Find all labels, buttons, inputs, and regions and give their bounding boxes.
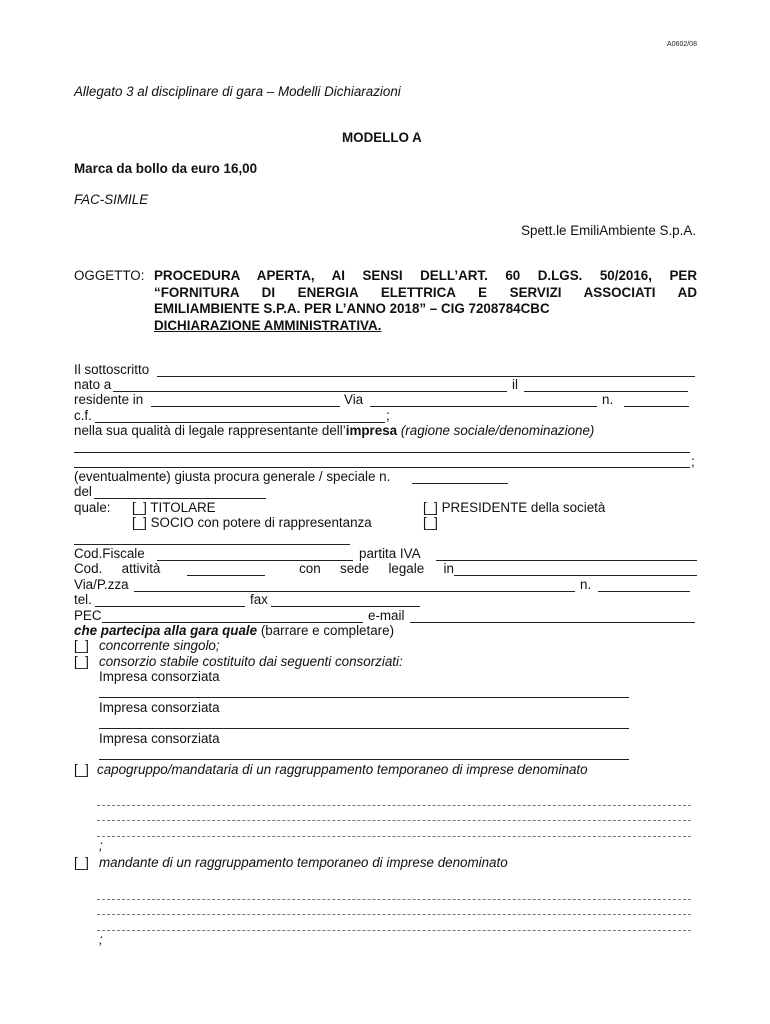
- mandante-field-3[interactable]: [97, 930, 691, 931]
- checkbox-singolo[interactable]: [_]: [74, 638, 89, 653]
- partecipa-rest: (barrare e completare): [257, 623, 395, 638]
- marca-da-bollo: Marca da bollo da euro 16,00: [74, 161, 258, 176]
- quale-other-field[interactable]: [74, 544, 350, 545]
- residente-field[interactable]: [151, 406, 340, 407]
- fax-field[interactable]: [271, 606, 420, 607]
- sottoscritto-field[interactable]: [157, 376, 695, 377]
- ragione-sociale-field-2[interactable]: [74, 467, 690, 468]
- attivita-word: attività: [121, 561, 161, 576]
- partecipa-bold: che partecipa alla gara quale: [74, 623, 258, 638]
- capogruppo-end: ;: [99, 838, 103, 853]
- attivita-spacer: [200, 561, 280, 576]
- del-label: del: [74, 484, 92, 499]
- document-code: A0602/08: [667, 41, 697, 48]
- via-label: Via: [344, 392, 364, 407]
- mandante-field-2[interactable]: [97, 914, 691, 915]
- dichiarazione-title: DICHIARAZIONE AMMINISTRATIVA.: [154, 317, 382, 333]
- via-pzza-label: Via/P.zza: [74, 577, 129, 592]
- cod-attivita-row: [74, 561, 454, 576]
- modello-title: MODELLO A: [342, 130, 422, 145]
- impresa-consorziata-label: Impresa consorziata: [99, 731, 220, 746]
- codfiscale-label: Cod.Fiscale: [74, 546, 145, 561]
- via-field[interactable]: [370, 406, 597, 407]
- qualita-bold: impresa: [345, 423, 398, 438]
- sede-word: sede: [340, 561, 370, 576]
- tel-label: tel.: [74, 592, 92, 607]
- n-field[interactable]: [624, 406, 689, 407]
- impresa-consorziata-field[interactable]: [99, 728, 629, 729]
- oggetto-line: EMILIAMBIENTE S.P.A. PER L’ANNO 2018” – CIG 7208784CBC: [154, 301, 550, 316]
- pec-label: PEC: [74, 608, 102, 623]
- residente-label: residente in: [74, 392, 144, 407]
- tel-field[interactable]: [95, 606, 245, 607]
- mandante-end: ;: [99, 932, 103, 947]
- attivita-field[interactable]: [187, 575, 265, 576]
- opt-socio[interactable]: [_] SOCIO con potere di rappresentanza: [132, 515, 372, 530]
- capogruppo-field-1[interactable]: [97, 805, 691, 806]
- n2-field[interactable]: [598, 591, 690, 592]
- partita-iva-field[interactable]: [436, 560, 697, 561]
- fac-simile: FAC-SIMILE: [74, 192, 149, 207]
- singolo-label: concorrente singolo;: [99, 638, 220, 653]
- impresa-consorziata-field[interactable]: [99, 697, 629, 698]
- in-word: in: [443, 561, 454, 576]
- email-label: e-mail: [368, 608, 405, 623]
- n2-label: n.: [580, 577, 592, 592]
- via-pzza-field[interactable]: [134, 591, 575, 592]
- capogruppo-field-2[interactable]: [97, 820, 691, 821]
- cf-end: ;: [386, 408, 390, 423]
- consorzio-label: consorzio stabile costituito dai seguenti consorziati:: [99, 654, 403, 669]
- sottoscritto-label: Il sottoscritto: [74, 362, 150, 377]
- quale-label: quale:: [74, 500, 111, 515]
- qualita-text: [74, 423, 594, 438]
- qualita-pre: nella sua qualità di legale rappresentante dell’: [74, 423, 346, 438]
- recipient: Spett.le EmiliAmbiente S.p.A.: [521, 223, 696, 238]
- ragione-sociale-end: ;: [691, 454, 695, 469]
- ragione-sociale-field-1[interactable]: [74, 452, 690, 453]
- opt-titolare[interactable]: [_] TITOLARE: [132, 500, 216, 515]
- nato-field[interactable]: [113, 391, 507, 392]
- fax-label: fax: [250, 592, 268, 607]
- sede-field[interactable]: [454, 575, 697, 576]
- oggetto-line: “FORNITURA DI ENERGIA ELETTRICA E SERVIZI ASSOCIATI AD: [154, 284, 697, 300]
- procura-label: (eventualmente) giusta procura generale / speciale n.: [74, 469, 391, 484]
- email-field[interactable]: [410, 622, 695, 623]
- checkbox-mandante[interactable]: [_]: [74, 855, 89, 870]
- con-word: con: [299, 561, 321, 576]
- oggetto-text: [154, 268, 697, 334]
- cf-label: c.f.: [74, 408, 92, 423]
- opt-blank[interactable]: [_]: [423, 515, 438, 530]
- partita-iva-label: partita IVA: [359, 546, 421, 561]
- partecipa-text: [74, 623, 394, 638]
- impresa-consorziata-label: Impresa consorziata: [99, 700, 220, 715]
- capogruppo-field-3[interactable]: [97, 836, 691, 837]
- opt-presidente[interactable]: [_] PRESIDENTE della società: [423, 500, 606, 515]
- legale-word: legale: [388, 561, 425, 576]
- qualita-ital: (ragione sociale/denominazione): [400, 423, 595, 438]
- nato-label: nato a: [74, 377, 112, 392]
- n-label: n.: [602, 392, 614, 407]
- oggetto-label: OGGETTO:: [74, 268, 145, 283]
- del-field[interactable]: [94, 498, 266, 499]
- impresa-consorziata-field[interactable]: [99, 759, 629, 760]
- mandante-field-1[interactable]: [97, 899, 691, 900]
- impresa-consorziata-label: Impresa consorziata: [99, 669, 220, 684]
- checkbox-consorzio[interactable]: [_]: [74, 654, 89, 669]
- allegato-title: Allegato 3 al disciplinare di gara – Modelli Dichiarazioni: [74, 84, 401, 99]
- cod-word: Cod.: [74, 561, 103, 576]
- checkbox-capogruppo[interactable]: [_]: [74, 762, 89, 777]
- mandante-label: mandante di un raggruppamento temporaneo di imprese denominato: [99, 855, 508, 870]
- oggetto-line: PROCEDURA APERTA, AI SENSI DELL’ART. 60 D.LGS. 50/2016, PER: [154, 268, 697, 283]
- procura-n-field[interactable]: [412, 483, 508, 484]
- capogruppo-label: capogruppo/mandataria di un raggruppamento temporaneo di imprese denominato: [97, 762, 588, 777]
- il-label: il: [512, 377, 518, 392]
